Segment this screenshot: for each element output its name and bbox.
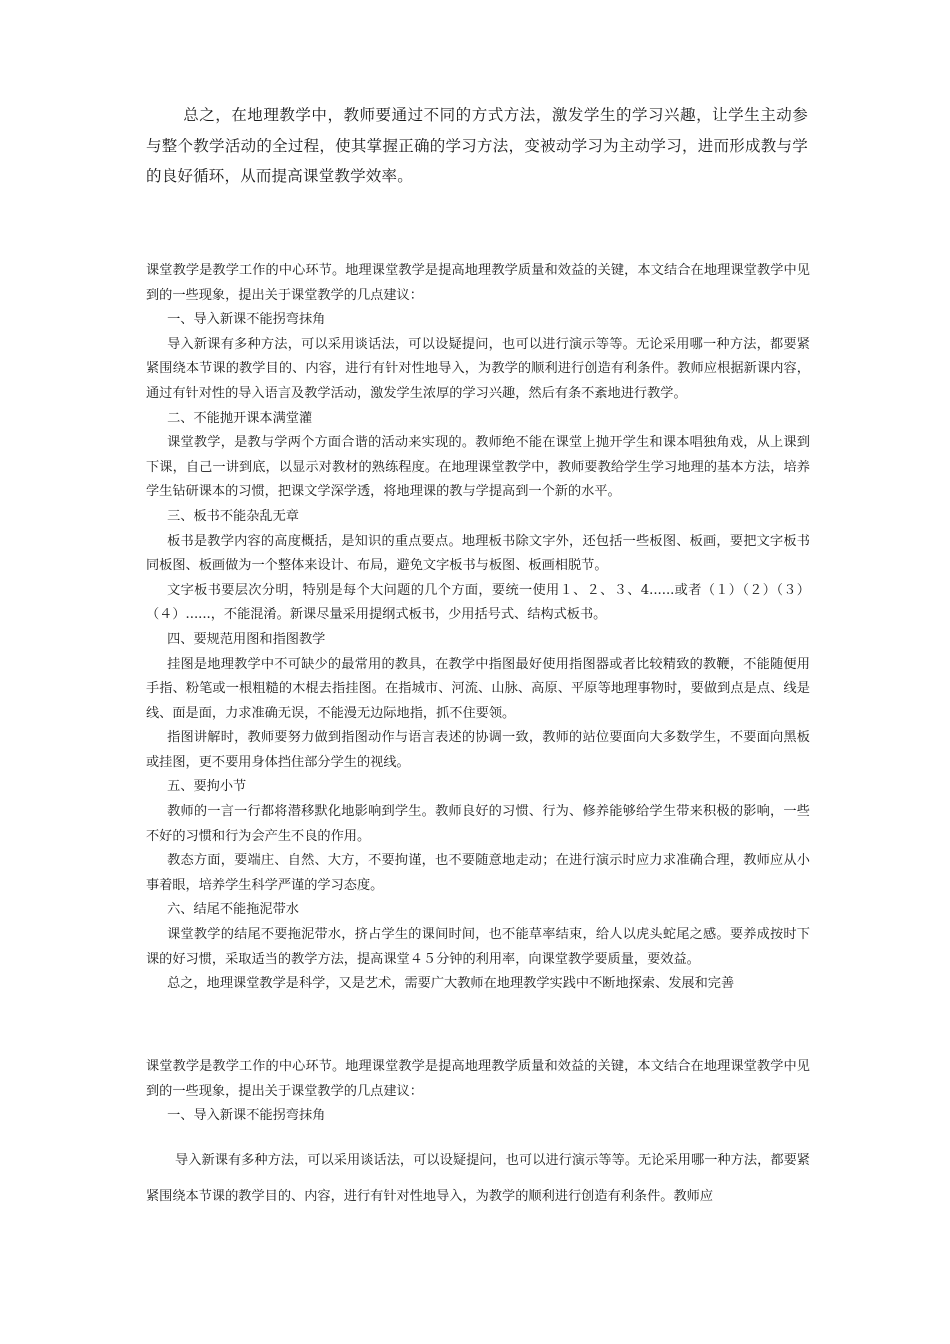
section-paragraph-3a: 板书是教学内容的高度概括，是知识的重点要点。地理板书除文字外，还包括一些板图、板画，要把文字板书同板图、板画做为一个整体来设计、布局，避免文字板书与板图、板画相脱节。 — [146, 533, 810, 574]
section-heading-1: 一、导入新课不能拐弯抹角 — [167, 312, 326, 328]
repeat-heading-1: 一、导入新课不能拐弯抹角 — [167, 1108, 326, 1124]
repeat-opening: 课堂教学是教学工作的中心环节。地理课堂教学是提高地理教学质量和效益的关键，本文结合在地理课堂教学中见到的一些现象，提出关于课堂教学的几点建议： — [146, 1059, 810, 1099]
section-heading-5: 五、要拘小节 — [167, 779, 247, 795]
article-conclusion: 总之，地理课堂教学是科学，又是艺术，需要广大教师在地理教学实践中不断地探索、发展和完善 — [167, 976, 735, 992]
section-heading-3: 三、板书不能杂乱无章 — [167, 508, 299, 524]
section-heading-2: 二、不能抛开课本满堂灌 — [167, 410, 313, 426]
section-paragraph-2: 课堂教学，是教与学两个方面合谐的活动来实现的。教师绝不能在课堂上抛开学生和课本唱独角戏，从上课到下课，自己一讲到底，以显示对教材的熟练程度。在地理课堂教学中，教师要教给学生学习地理的基本方法，培养学生钻研课本的习惯，把课文学深学透，将地理课的教与学提高到一个新的水平。 — [146, 435, 810, 500]
section-paragraph-4b: 指图讲解时，教师要努力做到指图动作与语言表述的协调一致，教师的站位要面向大多数学生，不要面向黑板或挂图，更不要用身体挡住部分学生的视线。 — [146, 730, 810, 770]
repeat-paragraph-1: 导入新课有多种方法，可以采用谈话法，可以设疑提问，也可以进行演示等等。无论采用哪一种方法，都要紧紧围绕本节课的教学目的、内容，进行有针对性地导入，为教学的顺利进行创造有利条件。教师应 — [146, 1153, 810, 1204]
section-paragraph-3b: 文字板书要层次分明，特别是每个大问题的几个方面，要统一使用１、２、３、4......或者（１）（２）（３）（４）......，不能混淆。新课尽量采用提纲式板书，少用括号式、结构式板书。 — [146, 582, 810, 623]
section-paragraph-6: 课堂教学的结尾不要拖泥带水，挤占学生的课间时间，也不能草率结束，给人以虎头蛇尾之感。要养成按时下课的好习惯，采取适当的教学方法，提高课堂４５分钟的利用率，向课堂教学要质量，要效益。 — [146, 927, 810, 967]
section-paragraph-5a: 教师的一言一行都将潜移默化地影响到学生。教师良好的习惯、行为、修养能够给学生带来积极的影响，一些不好的习惯和行为会产生不良的作用。 — [146, 804, 810, 844]
article-opening: 课堂教学是教学工作的中心环节。地理课堂教学是提高地理教学质量和效益的关键，本文结合在地理课堂教学中见到的一些现象，提出关于课堂教学的几点建议： — [146, 263, 810, 303]
article-section — [146, 259, 810, 997]
section-heading-6: 六、结尾不能拖泥带水 — [167, 902, 299, 918]
section-paragraph-4a: 挂图是地理教学中不可缺少的最常用的教具，在教学中指图最好使用指图器或者比较精致的教鞭，不能随便用手指、粉笔或一根粗糙的木棍去指挂图。在指城市、河流、山脉、高原、平原等地理事物时，要做到点是点、线是线、面是面，力求准确无误，不能漫无边际地指，抓不住要领。 — [146, 656, 810, 721]
repeat-section — [146, 1055, 810, 1129]
section-heading-4: 四、要规范用图和指图教学 — [167, 631, 326, 647]
repeat-tail-section — [146, 1143, 810, 1215]
section-paragraph-1: 导入新课有多种方法，可以采用谈话法，可以设疑提问，也可以进行演示等等。无论采用哪一种方法，都要紧紧围绕本节课的教学目的、内容，进行有针对性地导入，为教学的顺利进行创造有利条件。教师应根据新课内容，通过有针对性的导入语言及教学活动，激发学生浓厚的学习兴趣，然后有条不紊地进行教学。 — [146, 336, 810, 401]
section-paragraph-5b: 教态方面，要端庄、自然、大方，不要拘谨，也不要随意地走动；在进行演示时应力求准确合理，教师应从小事着眼，培养学生科学严谨的学习态度。 — [146, 853, 810, 893]
intro-paragraph: 总之，在地理教学中，教师要通过不同的方式方法，激发学生的学习兴趣，让学生主动参与整个教学活动的全过程，使其掌握正确的学习方法，变被动学习为主动学习，进而形成教与学的良好循环，从而提高课堂教学效率。 — [146, 106, 808, 185]
intro-section — [146, 100, 808, 192]
